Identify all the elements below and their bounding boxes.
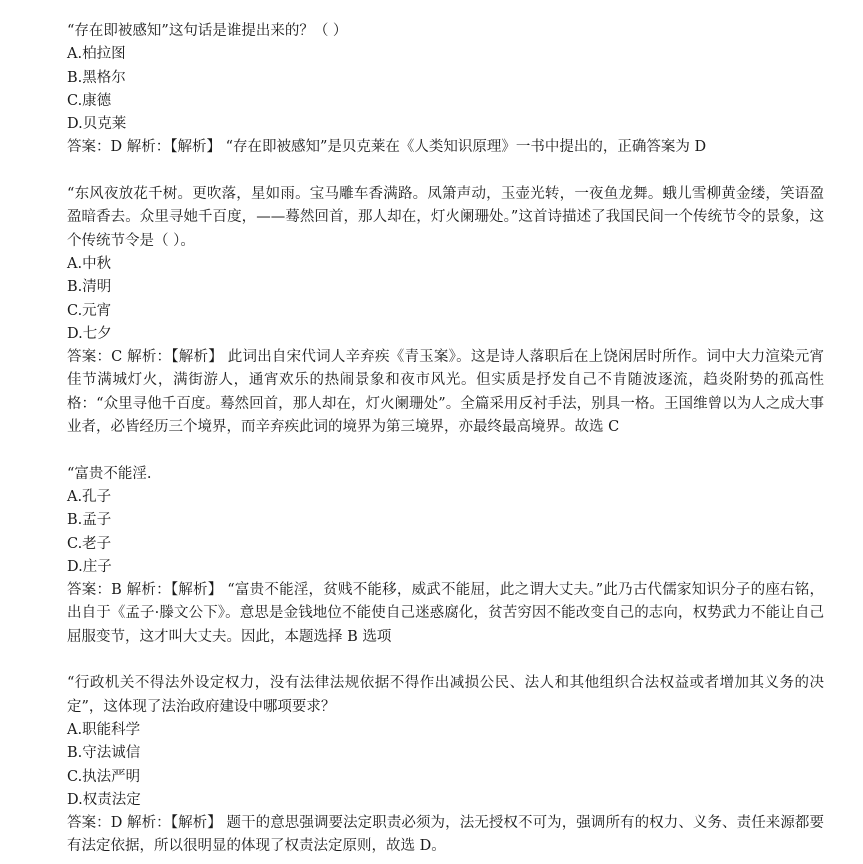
option-b: B.黑格尔 [67, 69, 126, 86]
spacer [67, 160, 824, 183]
option-a: A.中秋 [67, 255, 112, 272]
answer-explanation: 答案：C 解析：【解析】 此词出自宋代词人辛弃疾《青玉案》。这是诗人落职后在上饶闲居时所作。词中大力渲染元宵佳节满城灯火，满街游人，通宵欢乐的热闹景象和夜市风光。但实质是抒发自己不肯随波逐流，趋炎附势的孤高性格：“众里寻他千百度。蓦然回首，那人却在，灯火阑珊处”。全篇采用反衬手法，别具一格。王国维曾以为人之成大事业者，必皆经历三个境界，而辛弃疾此词的境界为第三境界，亦最终最高境界。故选 C [67, 349, 824, 436]
question-block [67, 463, 824, 649]
document-page [67, 20, 824, 859]
question-stem: “行政机关不得法外设定权力，没有法律法规依据不得作出减损公民、法人和其他组织合法权益或者增加其义务的决定”，这体现了法治政府建设中哪项要求？ [67, 675, 824, 715]
question-block [67, 672, 824, 858]
question-block [67, 20, 824, 160]
option-d: D.庄子 [67, 558, 112, 575]
question-stem: “东风夜放花千树。更吹落，星如雨。宝马雕车香满路。凤箫声动，玉壶光转，一夜鱼龙舞。蛾儿雪柳黄金缕，笑语盈盈暗香去。众里寻她千百度，——蓦然回首，那人却在，灯火阑珊处。”这首诗描述了我国民间一个传统节令的景象，这个传统节令是（ ）。 [67, 186, 824, 249]
question-stem: “存在即被感知”这句话是谁提出来的？（ ） [67, 23, 348, 39]
option-c: C.执法严明 [67, 768, 141, 785]
option-d: D.贝克莱 [67, 116, 127, 133]
option-a: A.孔子 [67, 488, 112, 505]
option-c: C.老子 [67, 535, 112, 552]
answer-explanation: 答案：B 解析：【解析】 “富贵不能淫，贫贱不能移，威武不能屈，此之谓大丈夫。”此乃古代儒家知识分子的座右铭，出自于《孟子·滕文公下》。意思是金钱地位不能使自己迷惑腐化，贫苦穷因不能改变自己的志向，权势武力不能让自己屈服变节，这才叫大丈夫。因此，本题选择 B 选项 [67, 582, 824, 645]
option-d: D.权责法定 [67, 791, 141, 808]
spacer [67, 649, 824, 672]
option-a: A.职能科学 [67, 721, 141, 738]
option-b: B.孟子 [67, 512, 112, 529]
option-c: C.元宵 [67, 302, 112, 319]
option-b: B.守法诚信 [67, 745, 141, 762]
answer-explanation: 答案：D 解析：【解析】 “存在即被感知”是贝克莱在《人类知识原理》一书中提出的，正确答案为 D [67, 139, 707, 156]
option-d: D.七夕 [67, 325, 112, 342]
answer-explanation: 答案：D 解析：【解析】 题干的意思强调要法定职责必须为，法无授权不可为，强调所有的权力、义务、责任来源都要有法定依据，所以很明显的体现了权责法定原则，故选 D。 [67, 815, 824, 855]
option-a: A.柏拉图 [67, 46, 126, 63]
question-stem: “富贵不能淫. [67, 465, 152, 482]
option-b: B.清明 [67, 279, 112, 296]
spacer [67, 439, 824, 462]
question-block [67, 183, 824, 439]
option-c: C.康德 [67, 92, 112, 109]
